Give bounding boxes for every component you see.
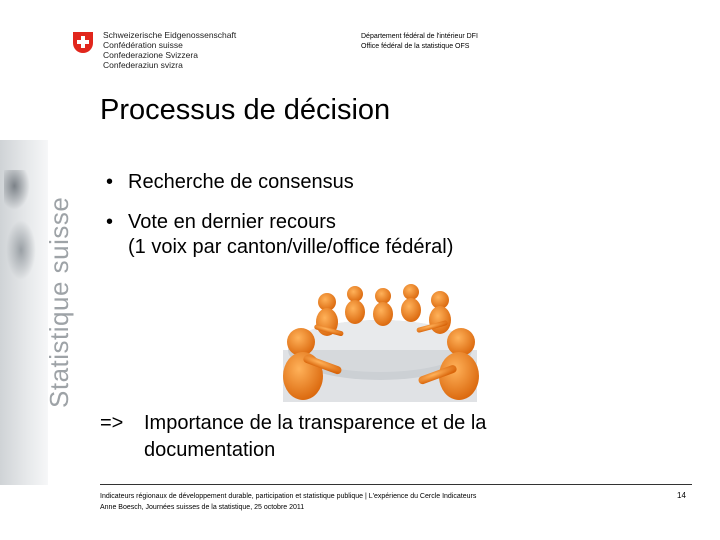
side-label: Statistique suisse — [44, 196, 74, 408]
confederation-rm: Confederaziun svizra — [103, 60, 183, 70]
bullet-dot: • — [106, 211, 114, 233]
bullet-dot: • — [106, 171, 114, 193]
side-photo-strip — [0, 140, 48, 485]
bullet-item — [106, 170, 453, 195]
bullet-item — [106, 210, 453, 260]
confederation-it: Confederazione Svizzera — [103, 50, 198, 60]
bullet-text: Vote en dernier recours — [128, 211, 336, 233]
department-info — [361, 32, 478, 52]
bullet-list — [106, 170, 453, 275]
swiss-flag-icon — [73, 32, 93, 53]
footer-divider — [100, 484, 692, 485]
footer-line-1: Indicateurs régionaux de développement durable, participation et statistique publique | L'expérience du Cercle Indicateurs — [100, 493, 477, 500]
bullet-text: Recherche de consensus — [128, 171, 354, 193]
office-name: Office fédéral de la statistique OFS — [361, 43, 470, 50]
conclusion-text: Importance de la transparence et de la documentation — [144, 412, 487, 461]
footer-line-2: Anne Boesch, Journées suisses de la statistique, 25 octobre 2011 — [100, 504, 305, 511]
arrow-symbol: => — [100, 412, 124, 434]
bullet-subtext: (1 voix par canton/ville/office fédéral) — [128, 236, 454, 258]
page-number: 14 — [677, 491, 686, 500]
footer — [100, 491, 476, 513]
slide-title: Processus de décision — [100, 94, 391, 126]
meeting-illustration — [275, 280, 485, 402]
confederation-names — [103, 30, 236, 70]
confederation-fr: Confédération suisse — [103, 40, 183, 50]
department-name: Département fédéral de l'intérieur DFI — [361, 33, 478, 40]
confederation-de: Schweizerische Eidgenossenschaft — [103, 30, 237, 40]
